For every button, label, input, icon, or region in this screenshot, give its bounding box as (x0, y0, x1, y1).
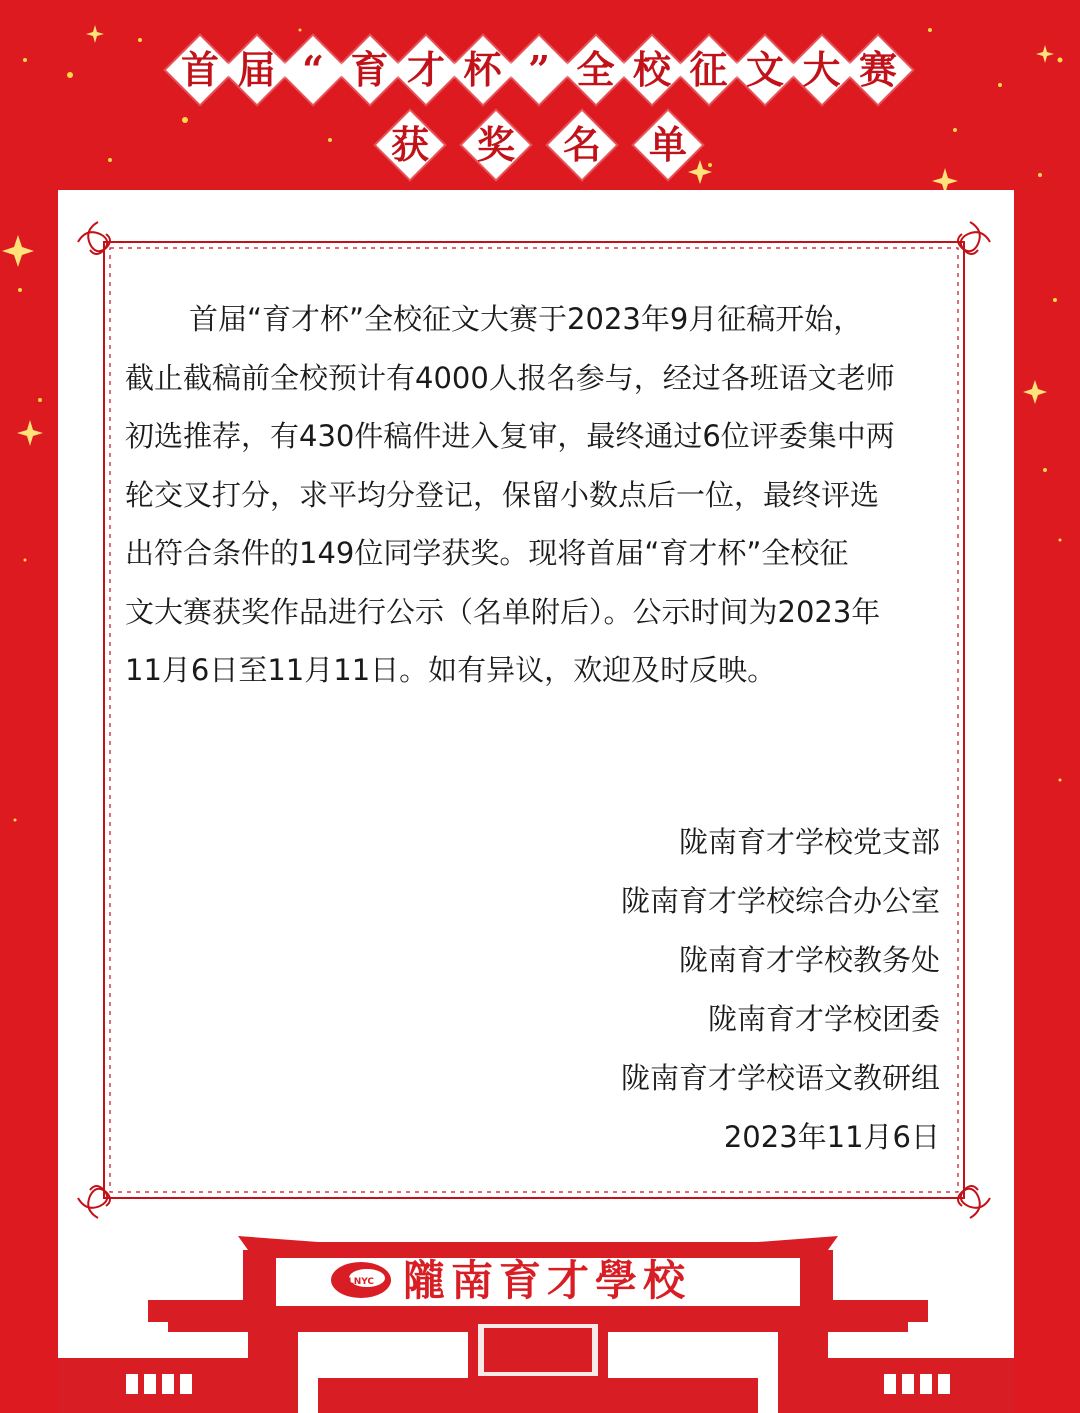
title-char: 校 (632, 47, 671, 92)
announcement-body (125, 290, 945, 700)
title-diamond (843, 35, 913, 105)
title-char: 届 (237, 47, 276, 92)
signature-chinese-group: 陇南育才学校语文教研组 (620, 1061, 940, 1095)
title-char: 文 (745, 47, 784, 92)
body-line: 首届“育才杯”全校征文大赛于2023年9月征稿开始， (189, 302, 863, 336)
title-char: 单 (648, 122, 687, 167)
body-line: 轮交叉打分，求平均分登记，保留小数点后一位，最终评选 (125, 477, 880, 512)
school-gate-illustration (58, 1228, 1014, 1413)
title-char: 名 (562, 122, 601, 167)
title-char: 征 (689, 47, 728, 92)
title-diamond (461, 110, 531, 180)
signature-general-office: 陇南育才学校综合办公室 (620, 884, 940, 918)
title-char: 才 (406, 47, 445, 92)
body-line: 截止截稿前全校预计有4000人报名参与，经过各班语文老师 (125, 360, 895, 395)
school-logo-emblem (331, 1262, 391, 1298)
title-char: 首 (180, 47, 219, 92)
title-char: 赛 (858, 47, 897, 92)
title-char: 奖 (476, 122, 515, 167)
title-char: “ (302, 47, 324, 92)
title-char: 大 (802, 47, 841, 92)
title-char: 育 (350, 47, 389, 92)
title-diamond (375, 110, 445, 180)
title-char: ” (528, 47, 550, 92)
signature-party-branch: 陇南育才学校党支部 (678, 825, 940, 859)
body-line: 11月6日至11月11日。如有异议，欢迎及时反映。 (125, 653, 777, 687)
title-line-2 (0, 105, 1080, 185)
title-char: 杯 (463, 47, 502, 92)
body-line: 出符合条件的149位同学获奖。现将首届“育才杯”全校征 (125, 536, 849, 570)
signature-academic-affairs: 陇南育才学校教务处 (678, 943, 940, 977)
logo-emblem-text: LNYC (347, 1277, 375, 1287)
title-char: 获 (390, 122, 429, 167)
title-line-1 (0, 30, 1080, 110)
school-name-logo: 隴南育才學校 (403, 1256, 692, 1305)
title-diamond (547, 110, 617, 180)
body-line: 初选推荐，有430件稿件进入复审，最终通过6位评委集中两 (125, 419, 895, 453)
signature-youth-league: 陇南育才学校团委 (707, 1002, 940, 1036)
announcement-date: 2023年11月6日 (723, 1120, 940, 1154)
title-diamond (633, 110, 703, 180)
title-char: 全 (576, 47, 615, 92)
body-line: 文大赛获奖作品进行公示（名单附后）。公示时间为2023年 (125, 594, 881, 629)
